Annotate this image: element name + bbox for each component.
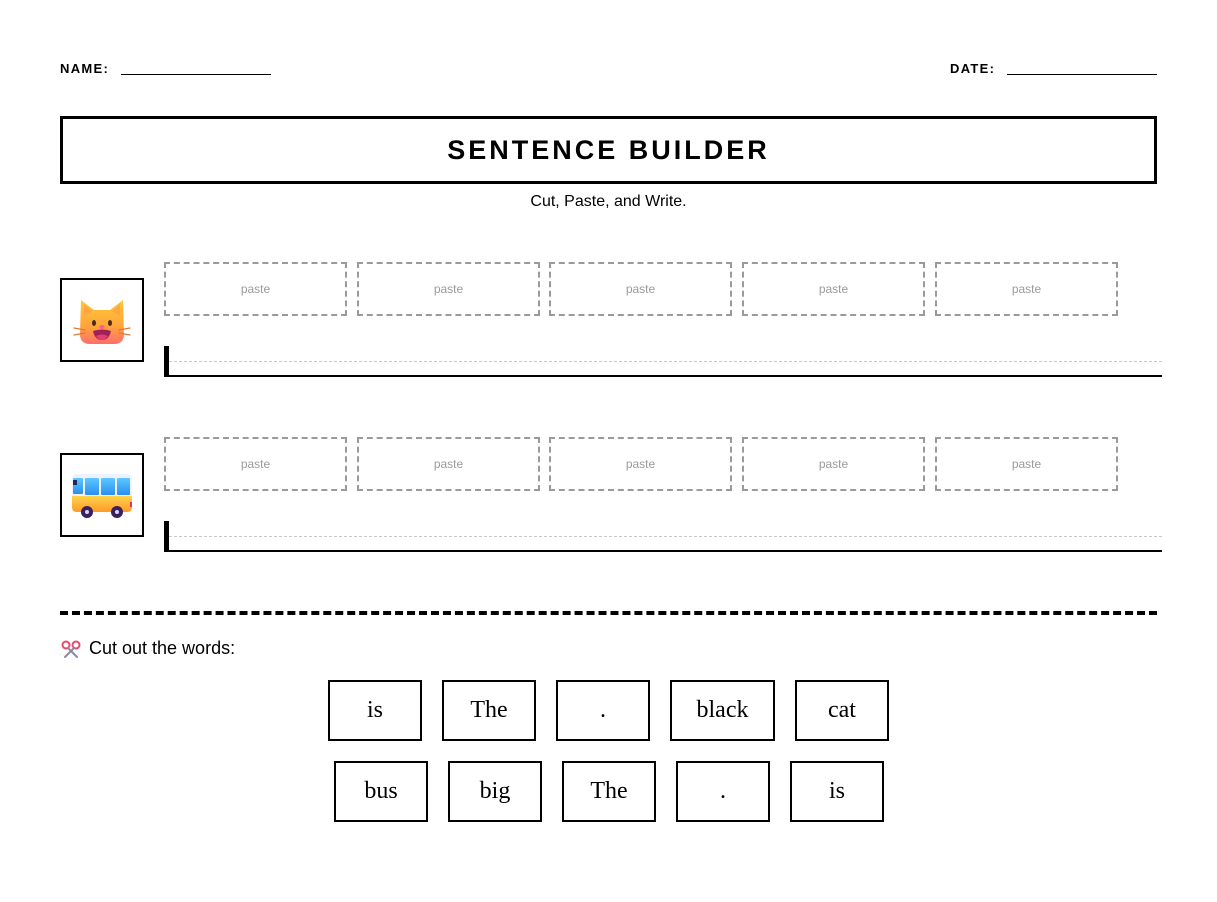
sentence-row-2 [0,435,1217,565]
paste-slot[interactable]: paste [164,262,347,316]
paste-slot[interactable]: paste [549,262,732,316]
cat-face-icon [72,290,132,350]
cut-section-heading [61,638,235,659]
word-card[interactable]: black [670,680,775,741]
writing-guide-dashed-line [169,361,1162,362]
date-field-line[interactable] [1007,74,1157,75]
bus-icon [71,470,133,520]
writing-guide-dashed-line [169,536,1162,537]
word-card[interactable]: The [562,761,656,822]
date-label: DATE: [950,61,996,76]
paste-slot[interactable]: paste [164,437,347,491]
word-card[interactable]: big [448,761,542,822]
picture-box [60,278,144,362]
sentence-row-1 [0,260,1217,390]
name-label: NAME: [60,61,110,76]
word-card[interactable]: is [790,761,884,822]
title-box [60,116,1157,184]
paste-slot[interactable]: paste [742,437,925,491]
paste-slot[interactable]: paste [935,437,1118,491]
word-card[interactable]: cat [795,680,889,741]
word-card[interactable]: bus [334,761,428,822]
word-card[interactable]: The [442,680,536,741]
word-card[interactable]: . [676,761,770,822]
scissors-icon [61,640,81,658]
writing-baseline[interactable] [169,375,1162,377]
writing-baseline[interactable] [169,550,1162,552]
picture-box [60,453,144,537]
name-field-line[interactable] [121,74,271,75]
word-card[interactable]: . [556,680,650,741]
word-card[interactable]: is [328,680,422,741]
subtitle: Cut, Paste, and Write. [530,193,687,210]
cut-dashed-line [60,611,1157,615]
paste-slot[interactable]: paste [357,437,540,491]
paste-slot[interactable]: paste [357,262,540,316]
cut-section-label: Cut out the words: [89,638,236,658]
paste-slot[interactable]: paste [549,437,732,491]
paste-slot[interactable]: paste [742,262,925,316]
paste-slot[interactable]: paste [935,262,1118,316]
page-title: SENTENCE BUILDER [447,134,770,165]
